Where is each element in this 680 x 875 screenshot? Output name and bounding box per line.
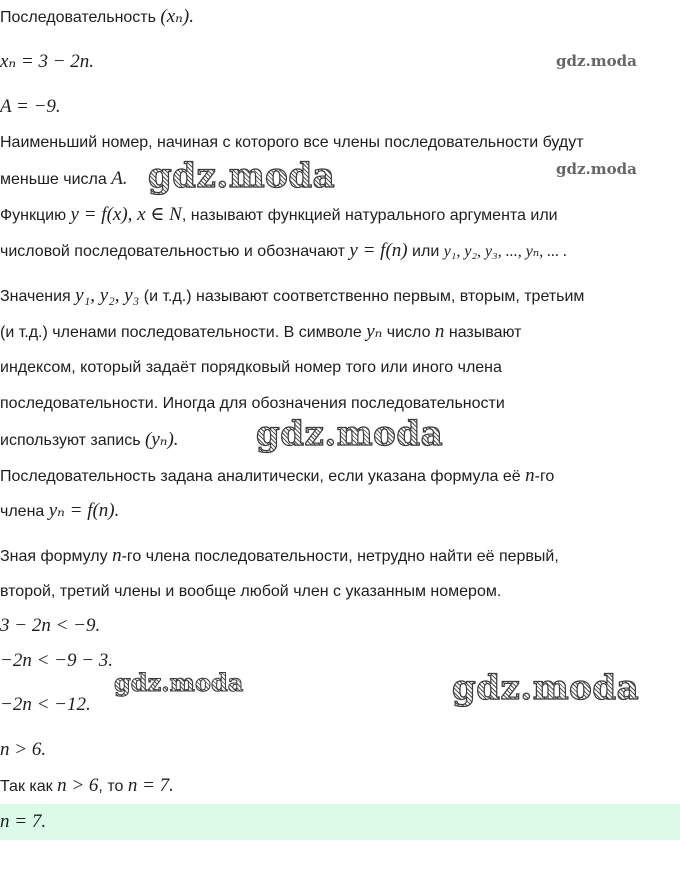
text: Последовательность задана аналитически, если указана формула её (0, 468, 526, 485)
line-definition-1 (0, 202, 558, 229)
math: n (434, 321, 445, 342)
math: n (525, 465, 535, 486)
math: yₙ (366, 321, 383, 342)
math: (xₙ). (160, 6, 194, 27)
text: числовой последовательностью и обозначают (0, 243, 350, 260)
math: n = 7. (127, 775, 174, 796)
math: y = f(n) (349, 240, 408, 261)
text: Зная формулу (0, 548, 113, 565)
text: называют (444, 324, 522, 341)
math: (yₙ). (145, 429, 179, 450)
watermark-logo: gdz.moda (114, 668, 244, 697)
line-formula-use-2 (0, 579, 501, 605)
math: n (112, 545, 122, 566)
answer-line (0, 809, 46, 836)
line-analytic-1 (0, 463, 554, 490)
text: , то (98, 778, 128, 795)
text: Наименьший номер, начиная с которого все члены последовательности будут (0, 134, 584, 151)
text: используют запись (0, 432, 146, 449)
text: -го члена последовательности, нетрудно найти её первый, (121, 548, 559, 565)
line-values-1 (0, 283, 584, 310)
text: , называют функцией натурального аргумента или (181, 207, 558, 224)
watermark-logo: gdz.moda (256, 414, 444, 454)
text: Значения (0, 288, 76, 305)
text: число (382, 324, 435, 341)
watermark-logo: gdz.moda (452, 668, 640, 708)
text: Так как (0, 778, 58, 795)
line-step-4 (0, 737, 46, 764)
math: A = −9. (0, 96, 61, 117)
math: n = 7. (0, 811, 47, 832)
math: −2n < −12. (0, 694, 91, 715)
math: A. (111, 168, 128, 189)
watermark-logo: gdz.moda (556, 52, 637, 70)
line-formula (0, 49, 94, 76)
text: Функцию (0, 207, 71, 224)
text: члена (0, 503, 49, 520)
text: последовательности. Иногда для обозначения последовательности (0, 395, 505, 412)
line-step-3 (0, 692, 91, 719)
text: Последовательность (0, 9, 161, 26)
math: y₁, y₂, y₃, ..., yₙ, ... . (443, 243, 568, 260)
line-values-2 (0, 319, 521, 346)
text: (и т.д.) называют соответственно первым, вторым, третьим (139, 288, 585, 305)
line-values-5 (0, 427, 179, 454)
text: (и т.д.) членами последовательности. В символе (0, 324, 367, 341)
text: меньше числа (0, 171, 112, 188)
math: 3 − 2n < −9. (0, 615, 101, 636)
line-a-value (0, 94, 61, 121)
math: y = f(x), x ∈ N (70, 204, 182, 225)
answer-box (0, 804, 680, 840)
line-step-1 (0, 613, 100, 640)
math: xₙ = 3 − 2n. (0, 51, 95, 72)
text: -го (534, 468, 555, 485)
math: n > 6. (0, 739, 47, 760)
line-definition-2 (0, 238, 567, 265)
line-analytic-2 (0, 498, 119, 525)
line-question-2 (0, 166, 128, 193)
watermark-logo: gdz.moda (556, 160, 637, 178)
line-values-3 (0, 355, 502, 381)
line-sequence-title (0, 4, 194, 31)
math: −2n < −9 − 3. (0, 650, 114, 671)
math: y₁, y₂, y₃ (75, 285, 140, 306)
line-formula-use-1 (0, 543, 559, 570)
math: yₙ = f(n). (48, 500, 120, 521)
text: или (407, 243, 444, 260)
line-step-2 (0, 648, 113, 675)
line-question-1 (0, 130, 584, 156)
line-conclusion (0, 773, 174, 800)
watermark-logo: gdz.moda (148, 156, 336, 196)
math: n > 6 (57, 775, 99, 796)
text: второй, третий члены и вообще любой член с указанным номером. (0, 583, 502, 600)
text: индексом, который задаёт порядковый номер того или иного члена (0, 359, 502, 376)
